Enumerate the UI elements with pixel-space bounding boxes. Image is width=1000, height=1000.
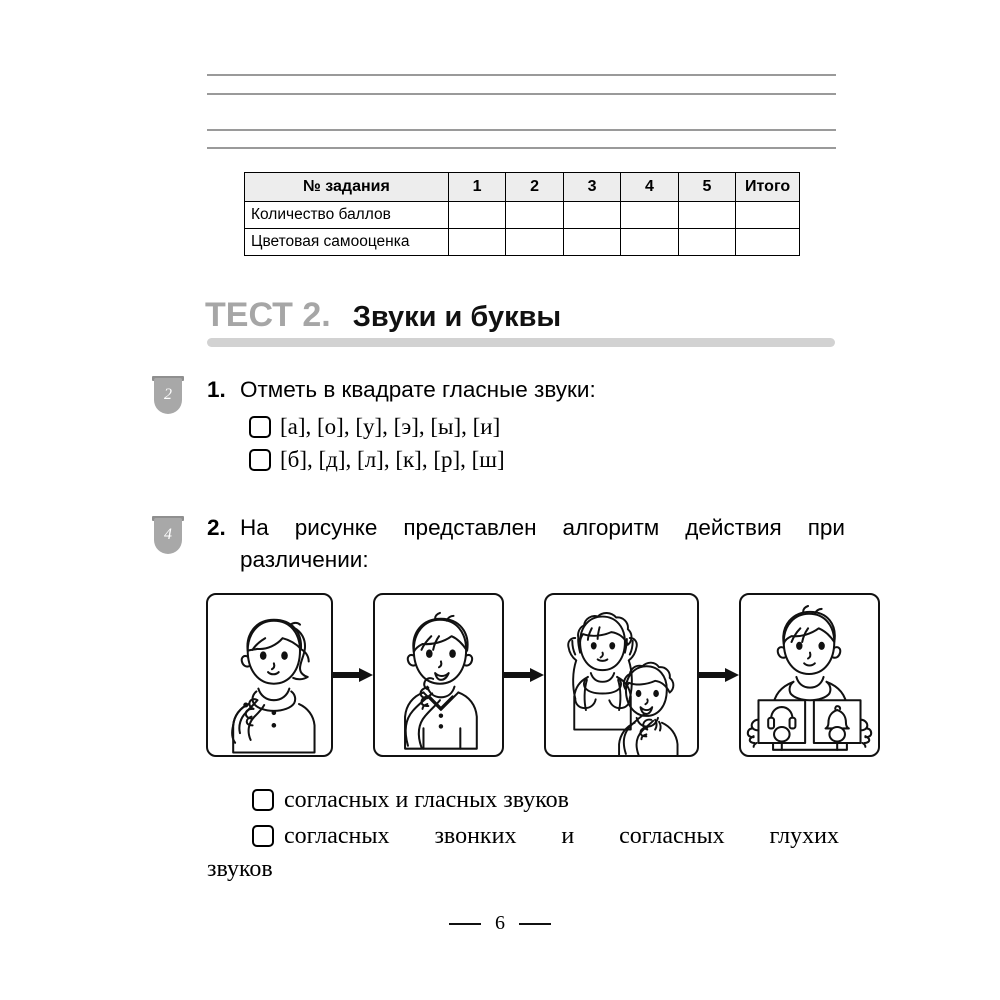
score-cell[interactable] <box>678 229 735 256</box>
illustration-panel-4 <box>739 593 880 757</box>
score-row-label-points: Количество баллов <box>245 202 449 229</box>
arrow-3 <box>699 668 739 682</box>
arrow-2 <box>504 668 544 682</box>
score-cell[interactable] <box>736 202 800 229</box>
empty-checkbox[interactable] <box>252 825 274 847</box>
score-table-header-total: Итого <box>736 173 800 202</box>
score-cell[interactable] <box>448 229 505 256</box>
score-cell[interactable] <box>563 229 620 256</box>
question-2-option-2-label: согласных звонких и согласных глухих <box>284 822 839 849</box>
illustration-panel-2 <box>373 593 504 757</box>
children-covering-ears-and-throat-icon <box>546 595 697 755</box>
table-row <box>245 202 800 229</box>
score-cell[interactable] <box>621 229 678 256</box>
illustration-panel-1 <box>206 593 333 757</box>
question-1-options <box>249 410 847 476</box>
score-table-header-2: 2 <box>506 173 563 202</box>
footer-dash-right <box>519 923 551 925</box>
score-cell[interactable] <box>736 229 800 256</box>
score-table-header-task: № задания <box>245 173 449 202</box>
score-cell[interactable] <box>621 202 678 229</box>
score-row-label-selfassessment: Цветовая самооценка <box>245 229 449 256</box>
score-cell[interactable] <box>563 202 620 229</box>
score-table-container <box>244 172 800 256</box>
table-row <box>245 229 800 256</box>
score-table-header-4: 4 <box>621 173 678 202</box>
question-2-options <box>207 782 839 883</box>
question-2-head <box>207 512 847 576</box>
empty-checkbox[interactable] <box>249 416 271 438</box>
test-heading-bar <box>207 338 835 347</box>
girl-pointing-to-ear-icon <box>208 595 331 755</box>
page-title: Звуки и буквы <box>352 301 562 333</box>
question-2 <box>207 512 847 576</box>
score-cell[interactable] <box>506 229 563 256</box>
question-badge-2 <box>152 516 184 556</box>
list-item[interactable] <box>249 443 847 476</box>
score-table <box>244 172 800 256</box>
score-table-header-row <box>245 173 800 202</box>
list-item[interactable] <box>249 410 847 443</box>
score-cell[interactable] <box>448 202 505 229</box>
badge-points-value: 4 <box>164 526 172 543</box>
footer-dash-left <box>449 923 481 925</box>
score-table-header-5: 5 <box>678 173 735 202</box>
badge-points-value: 2 <box>164 386 172 403</box>
boy-holding-headphones-and-bell-cards-icon <box>741 595 878 755</box>
test-heading <box>205 296 845 335</box>
illustration-panel-3 <box>544 593 699 757</box>
question-2-number: 2. <box>207 515 226 540</box>
list-item[interactable] <box>252 818 839 854</box>
arrow-right-icon <box>504 668 544 682</box>
question-1-option-1-label: [а], [о], [у], [э], [ы], [и] <box>280 413 501 439</box>
question-1-head <box>207 374 847 406</box>
question-2-option-2-overflow: звуков <box>207 856 273 882</box>
boy-pointing-to-mouth-icon <box>375 595 502 755</box>
question-1-number: 1. <box>207 377 226 402</box>
score-table-header-3: 3 <box>563 173 620 202</box>
question-1-option-2-label: [б], [д], [л], [к], [р], [ш] <box>280 446 505 472</box>
list-item[interactable] <box>252 782 839 818</box>
test-kicker: ТЕСТ 2. <box>205 296 331 334</box>
page-footer <box>0 912 1000 935</box>
writing-line-1 <box>207 74 836 76</box>
writing-line-3 <box>207 129 836 131</box>
question-badge-1 <box>152 376 184 416</box>
page-number: 6 <box>495 912 505 934</box>
question-2-text: На рисунке представлен алгоритм действия при различении: <box>240 515 845 572</box>
algorithm-illustration-strip <box>206 591 836 759</box>
score-cell[interactable] <box>678 202 735 229</box>
score-table-header-1: 1 <box>448 173 505 202</box>
score-cell[interactable] <box>506 202 563 229</box>
arrow-right-icon <box>333 668 373 682</box>
question-1 <box>207 374 847 476</box>
arrow-right-icon <box>699 668 739 682</box>
writing-line-2 <box>207 93 836 95</box>
question-1-text: Отметь в квадрате гласные звуки: <box>240 377 596 402</box>
empty-checkbox[interactable] <box>249 449 271 471</box>
arrow-1 <box>333 668 373 682</box>
writing-lines <box>207 68 836 149</box>
writing-line-4 <box>207 147 836 149</box>
empty-checkbox[interactable] <box>252 789 274 811</box>
question-2-option-1-label: согласных и гласных звуков <box>284 786 570 813</box>
